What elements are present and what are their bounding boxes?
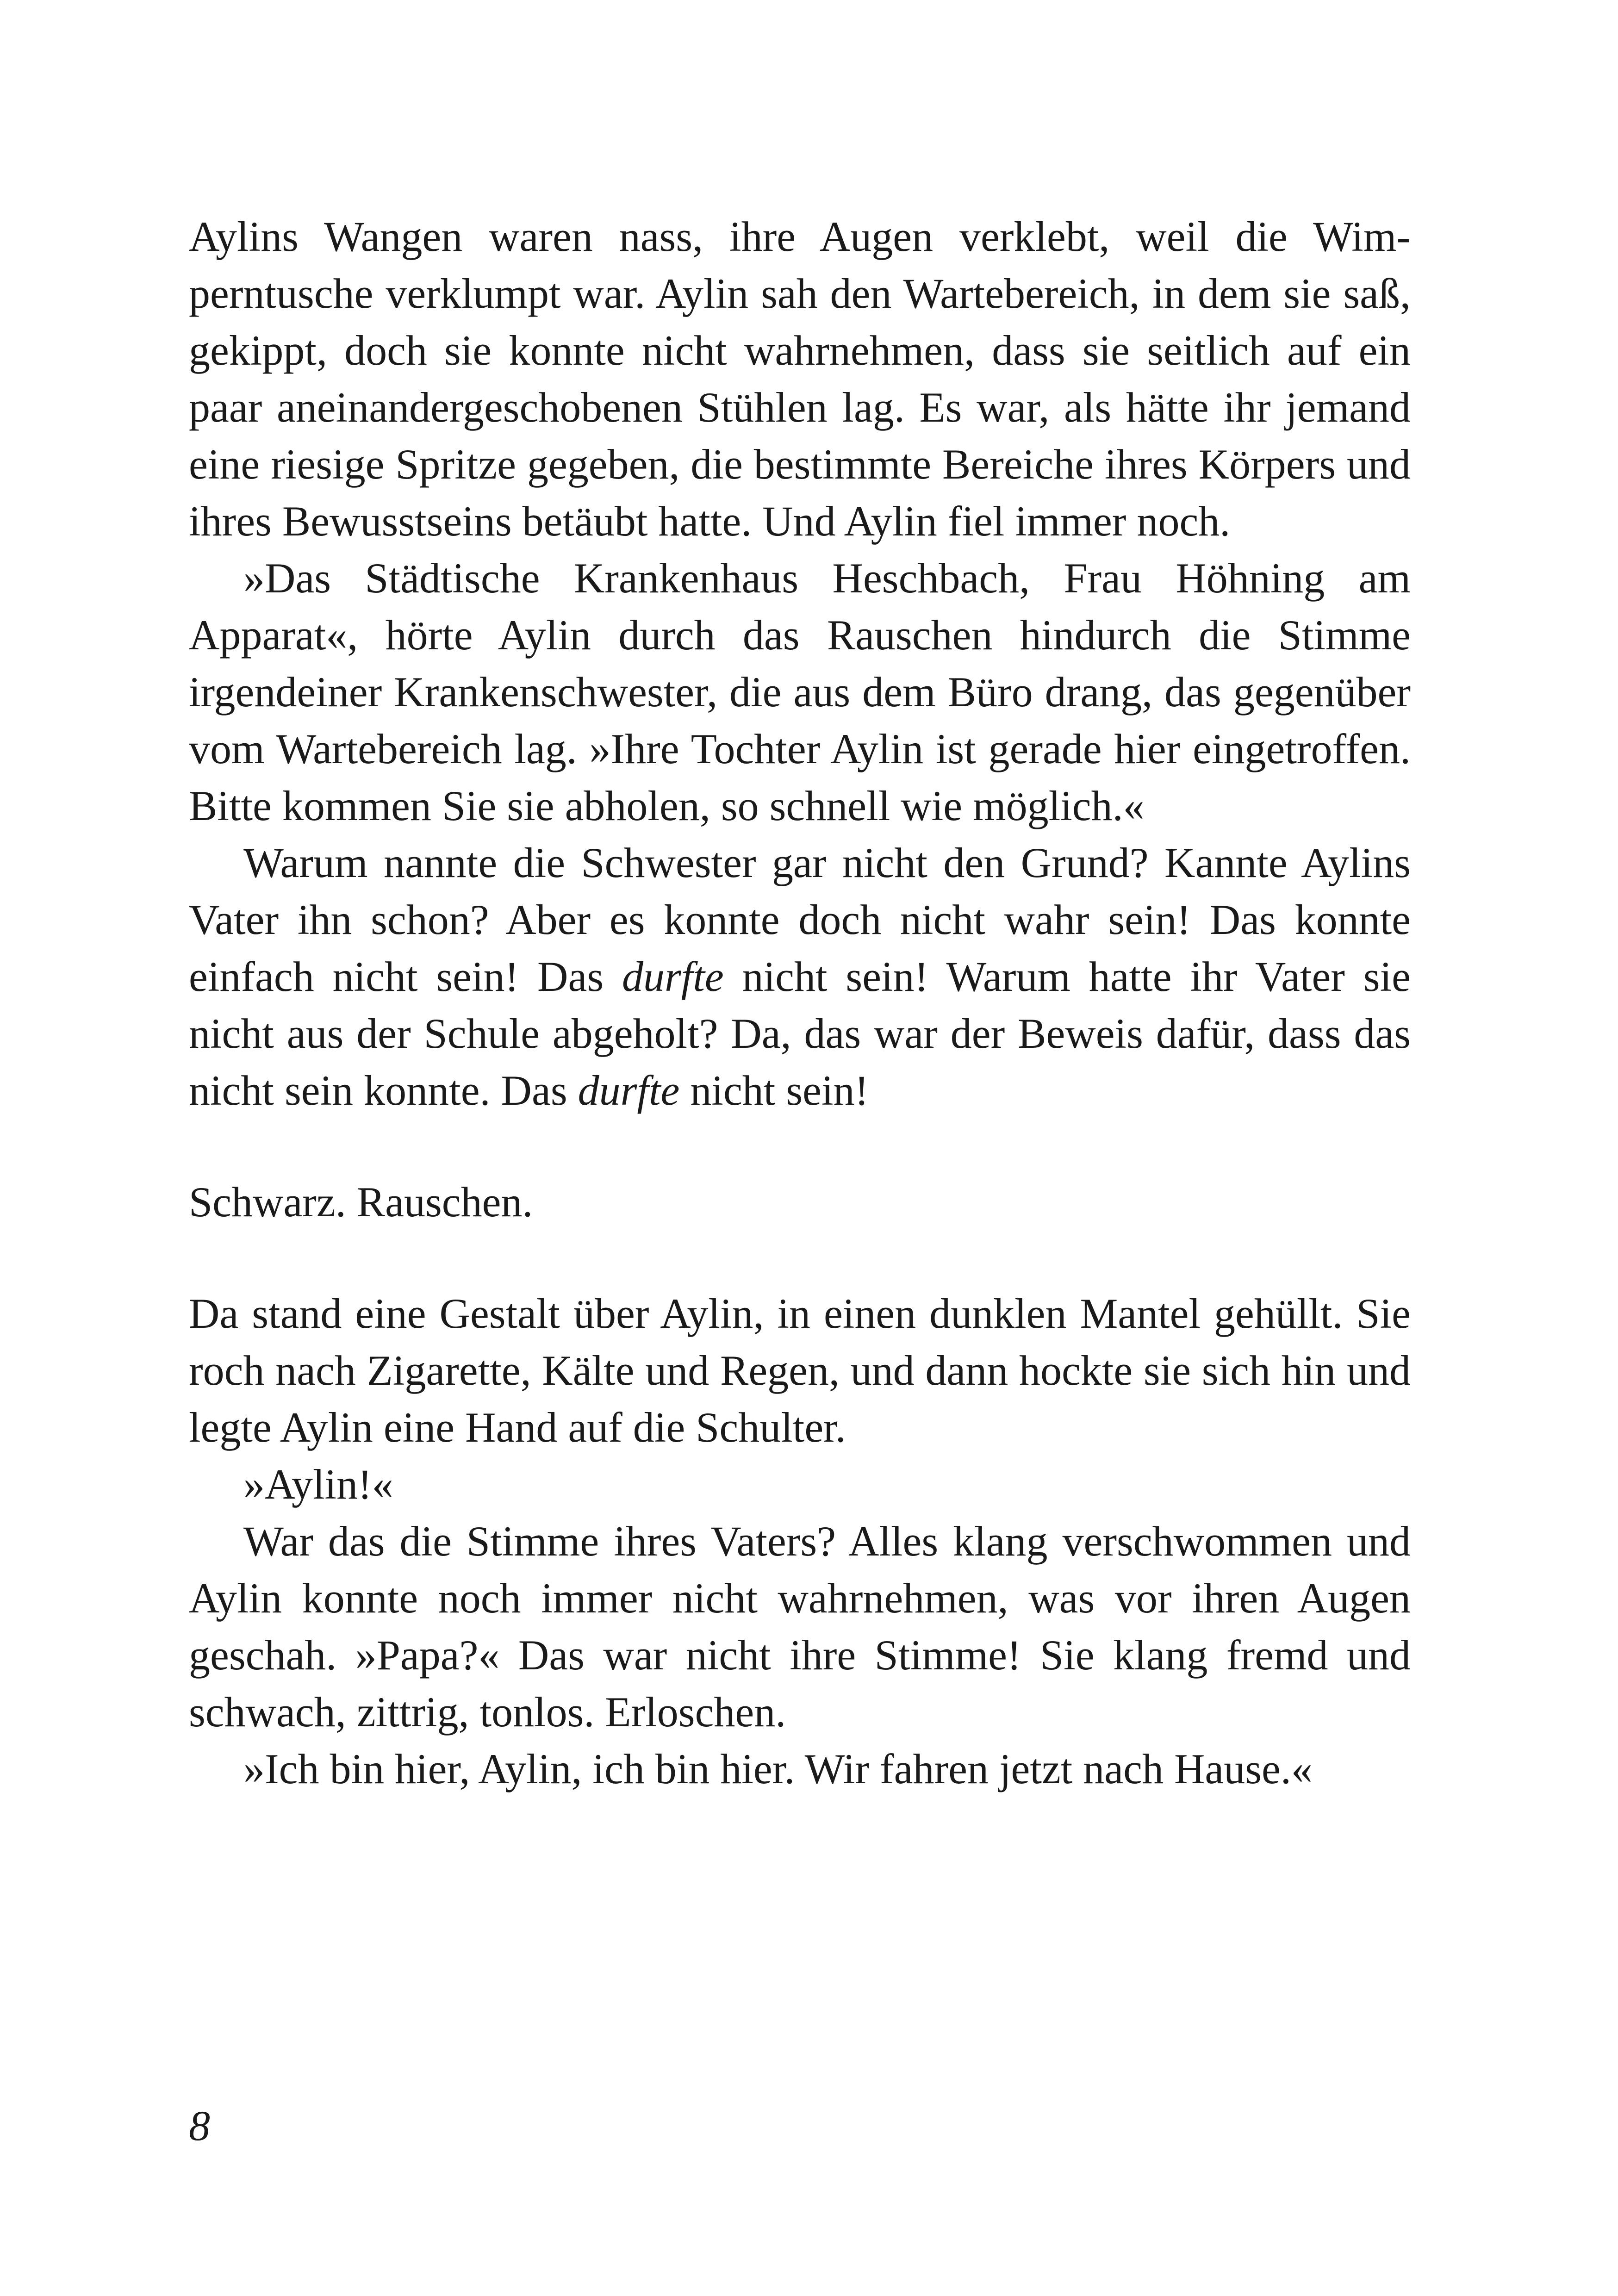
page-body xyxy=(189,208,1411,1798)
paragraph-3-part-1: Warum nannte die Schwester gar nicht den Grund? Kannte Aylins Vater ihn schon? Aber es konnte doch nicht wahr sein! Das konnte einfach nicht sein! Das xyxy=(189,839,1411,1000)
paragraph-1: Aylins Wangen waren nass, ihre Augen verklebt, weil die Wimperntusche verklumpt war. Aylin sah den Wartebereich, in dem sie saß, gekippt, doch sie konnte nicht wahrnehmen, dass sie seitlich auf ein paar aneinandergeschobenen Stühlen lag. Es war, als hätte ihr jemand eine riesige Spritze gegeben, die bestimmte Bereiche ihres Körpers und ihres Bewusstseins betäubt hatte. Und Aylin fiel immer noch. xyxy=(189,213,1411,545)
paragraph-4: Schwarz. Rauschen. xyxy=(189,1178,533,1226)
paragraph-5: Da stand eine Gestalt über Aylin, in einen dunklen Mantel gehüllt. Sie roch nach Zigarette, Kälte und Regen, und dann hockte sie sich hin und legte Aylin eine Hand auf die Schulter. xyxy=(189,1290,1411,1451)
paragraph-6: »Aylin!« xyxy=(243,1461,393,1508)
page-number: 8 xyxy=(189,2102,210,2149)
section-break xyxy=(189,1119,1411,1174)
paragraph-3 xyxy=(189,834,1411,1119)
paragraph-3-part-3: nicht sein! xyxy=(679,1067,869,1114)
emphasis-durfte-2: durfte xyxy=(578,1067,680,1114)
paragraph-3-part-2: nicht sein! Warum hatte ihr Vater sie nicht aus der Schule abgeholt? Da, das war der Beweis dafür, dass das nicht sein konnte. Das xyxy=(189,953,1411,1114)
paragraph-7: War das die Stimme ihres Vaters? Alles klang verschwommen und Aylin konnte noch immer nicht wahrnehmen, was vor ihren Augen geschah. »Papa?« Das war nicht ihre Stimme! Sie klang fremd und schwach, zittrig, tonlos. Erloschen. xyxy=(189,1518,1411,1736)
paragraph-8: »Ich bin hier, Aylin, ich bin hier. Wir fahren jetzt nach Hause.« xyxy=(243,1745,1313,1792)
section-break xyxy=(189,1231,1411,1285)
emphasis-durfte-1: durfte xyxy=(622,953,724,1000)
paragraph-2: »Das Städtische Krankenhaus Heschbach, Frau Höhning am Apparat«, hörte Aylin durch das Rauschen hindurch die Stimme irgendeiner Krankenschwester, die aus dem Büro drang, das gegenüber vom Wartebereich lag. »Ihre Tochter Aylin ist gerade hier eingetroffen. Bitte kommen Sie sie abholen, so schnell wie möglich.« xyxy=(189,554,1411,829)
